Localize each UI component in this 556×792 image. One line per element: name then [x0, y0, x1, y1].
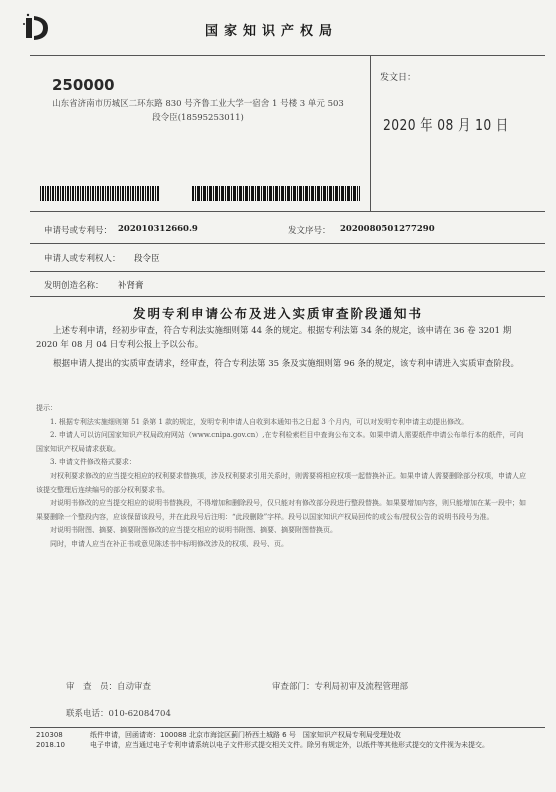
notice-title: 发明专利申请公布及进入实质审查阶段通知书 [132, 306, 423, 321]
send-date: 2020 年 08 月 10 日 [383, 116, 509, 134]
invention-label: 发明创造名称： [44, 281, 104, 291]
cnipa-logo-icon [22, 12, 52, 42]
dept: 专利局初审及流程管理部 [314, 682, 409, 692]
fields-rule-3 [30, 271, 545, 272]
phone-label: 联系电话： [66, 709, 109, 719]
note-item: 3. 申请文件修改格式要求： [50, 458, 136, 467]
recipient-address-block [48, 97, 348, 125]
fields-top-rule [30, 211, 545, 212]
fields-bottom-rule [30, 296, 545, 297]
footer-rule [30, 727, 545, 728]
postcode: 250000 [52, 76, 115, 94]
header-divider [370, 55, 371, 211]
electronic-note: 电子申请，应当通过电子专利申请系统以电子文件形式提交相关文件。除另有规定外，以纸件等其他形式提交的文件视为未提交。 [90, 741, 489, 749]
barcode-left [40, 186, 160, 201]
note-item: 对说明书修改的应当提交相应的说明书替换段，不得增加和删除段号，仅只能对有修改部分段进行整段替换。如果要增加内容，则只能增加在某一段中；如果要删除一个整段内容，应该保留该段号，并在此段号后注明：“此段删除”字样。段号以国家知识产权局回传的或公布/授权公告的说明书段号为准。 [36, 499, 526, 521]
phone-line [66, 707, 171, 719]
recipient-address: 山东省济南市历城区二环东路 830 号齐鲁工业大学一宿舍 1 号楼 3 单元 503 [52, 99, 344, 109]
examiner: 自动审查 [117, 682, 152, 692]
invention-name: 补肾膏 [118, 281, 144, 291]
examiner-line [66, 680, 151, 692]
phone: 010-62084704 [108, 709, 171, 719]
dept-line [272, 680, 408, 692]
applicant: 段令臣 [134, 254, 160, 264]
send-date-label: 发文日： [380, 73, 417, 83]
office-name: 国家知识产权局 [205, 24, 339, 39]
notes-block [36, 402, 526, 552]
paper-note: 纸件申请，回函请寄：100088 北京市海淀区蓟门桥西土城路 6 号 国家知识产权局专利局受理处收 [90, 731, 401, 739]
fields-rule-2 [30, 243, 545, 244]
applicant-label: 申请人或专利权人： [44, 254, 121, 264]
note-item: 2. 申请人可以访问国家知识产权局政府网站（www.cnipa.gov.cn）,在专利检索栏目中查询公布文本。如果申请人需要纸件申请公布单行本的纸件，可向国家知识产权局请求获取。 [36, 431, 524, 453]
notice-paragraph-1: 上述专利申请，经初步审查，符合专利法实施细则第 44 条的规定。根据专利法第 34 条的规定，该申请在 36 卷 3201 期 2020 年 08 月 04 日专利公报上予以公布。 [36, 326, 512, 350]
examiner-label: 审 查 员： [66, 682, 118, 692]
note-item: 1. 根据专利法实施细则第 51 条第 1 款的规定，发明专利申请人自收到本通知书之日起 3 个月内，可以对发明专利申请主动提出修改。 [50, 417, 469, 426]
note-item: 对说明书附图、摘要、摘要附图修改的应当提交相应的说明书附图、摘要、摘要附图替换页。 [50, 526, 337, 535]
note-item: 对权利要求修改的应当提交相应的权利要求替换项，涉及权利要求引用关系时，则需要将相应权项一起替换补正。如果申请人需要删除部分权项，申请人应该提交整理后连续编号的部分权利要求书。 [36, 471, 526, 494]
recipient-contact: 段令臣(18595253011) [152, 113, 244, 123]
application-no-label: 申请号或专利号： [44, 226, 113, 236]
application-no: 202010312660.9 [118, 224, 198, 234]
header-rule [30, 55, 545, 56]
form-code-1: 210308 [36, 731, 63, 739]
dept-label: 审查部门： [272, 682, 315, 692]
form-code-2: 2018.10 [36, 741, 65, 749]
notes-heading: 提示： [36, 404, 57, 412]
note-item: 同时，申请人应当在补正书或意见陈述书中标明修改涉及的权项、段号、页。 [50, 539, 288, 548]
barcode-right [192, 186, 360, 201]
notice-paragraph-2: 根据申请人提出的实质审查请求，经审查，符合专利法第 35 条及实施细则第 96 条的规定，该专利申请进入实质审查阶段。 [53, 359, 519, 369]
doc-serial: 2020080501277290 [340, 224, 435, 234]
doc-serial-label: 发文序号： [288, 226, 331, 236]
